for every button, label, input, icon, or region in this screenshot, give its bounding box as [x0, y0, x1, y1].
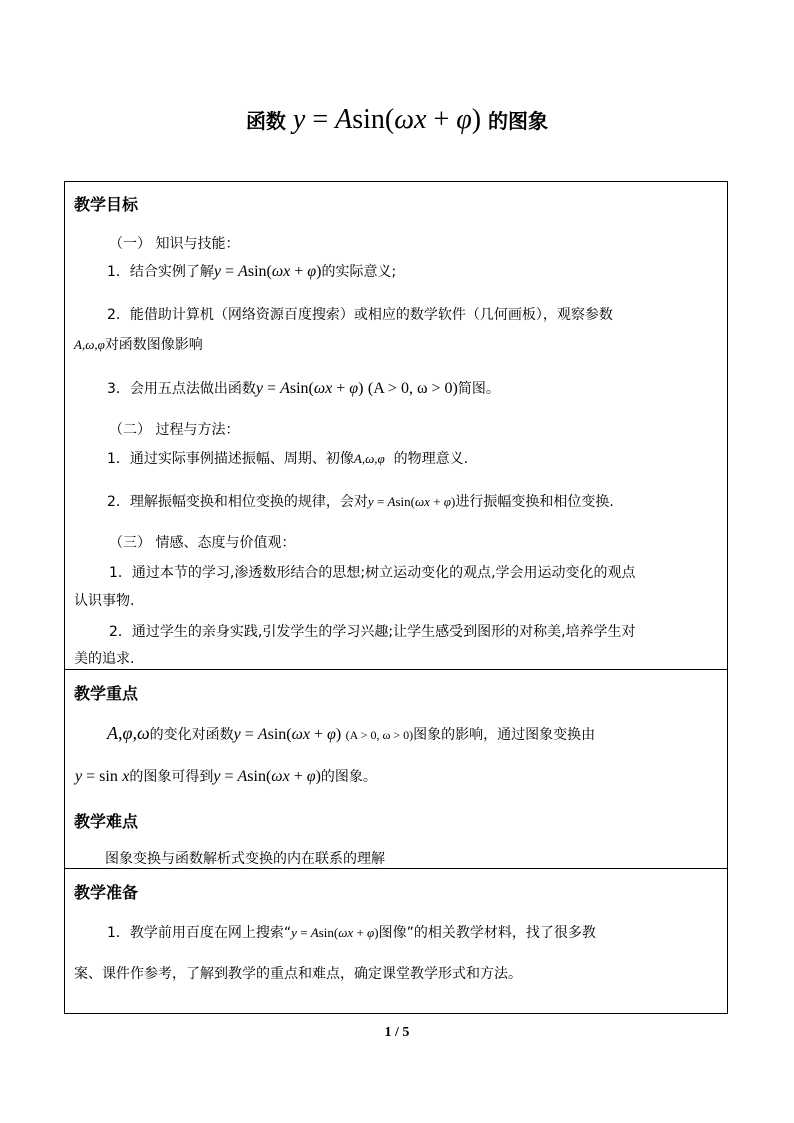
page-number: 1 / 5 — [384, 1025, 410, 1040]
key-points-line-1: A,φ,ω的变化对函数y = Asin(ωx + φ) (A > 0, ω > 0)图象的影响，通过图象变换由 — [107, 723, 596, 743]
preparation-line-2: 案、课件作参考，了解到教学的重点和难点，确定课堂教学形式和方法。 — [74, 966, 522, 982]
knowledge-item-1: 1．结合实例了解y = Asin(ωx + φ)的实际意义; — [107, 263, 397, 280]
title-suffix: 的图象 — [488, 109, 549, 133]
part1-heading: （一） 知识与技能： — [109, 236, 240, 252]
knowledge-item-2-cont: A,ω,φ对函数图像影响 — [74, 337, 203, 353]
key-points-heading: 教学重点 — [74, 684, 139, 703]
knowledge-item-2: 2．能借助计算机（网络资源百度搜索）或相应的数学软件（几何画板），观察参数 — [107, 307, 613, 323]
lesson-table — [64, 181, 728, 1014]
emotion-item-2: 2．通过学生的亲身实践,引发学生的学习兴趣;让学生感受到图形的对称美,培养学生对 — [109, 624, 636, 640]
process-item-1: 1．通过实际事例描述振幅、周期、初像A,ω,φ 的物理意义. — [107, 451, 469, 467]
difficulties-text: 图象变换与函数解析式变换的内在联系的理解 — [105, 851, 385, 867]
title-prefix: 函数 — [245, 109, 286, 133]
process-item-2: 2．理解振幅变换和相位变换的规律，会对y = Asin(ωx + φ)进行振幅变换和相位变换. — [107, 494, 614, 510]
emotion-item-2-cont: 美的追求. — [74, 651, 135, 667]
preparation-heading: 教学准备 — [74, 883, 139, 902]
knowledge-item-3: 3．会用五点法做出函数y = Asin(ωx + φ) (A > 0, ω > 0)简图。 — [107, 380, 500, 397]
emotion-item-1: 1．通过本节的学习,渗透数形结合的思想;树立运动变化的观点,学会用运动变化的观点 — [109, 565, 636, 581]
part3-heading: （三） 情感、态度与价值观： — [109, 535, 296, 551]
key-points-line-2: y = sin x的图象可得到y = Asin(ωx + φ)的图象。 — [75, 768, 377, 785]
emotion-item-1-cont: 认识事物. — [74, 593, 135, 609]
preparation-line-1: 1．教学前用百度在网上搜索“y = Asin(ωx + φ)图像”的相关教学材料，找了很多教 — [107, 925, 596, 941]
page-title: 函数 y = Asin(ωx + φ) 的图象 — [245, 104, 549, 135]
difficulties-heading: 教学难点 — [74, 812, 139, 831]
objectives-heading: 教学目标 — [74, 195, 139, 214]
row-divider — [65, 669, 727, 670]
part2-heading: （二） 过程与方法： — [109, 422, 240, 438]
